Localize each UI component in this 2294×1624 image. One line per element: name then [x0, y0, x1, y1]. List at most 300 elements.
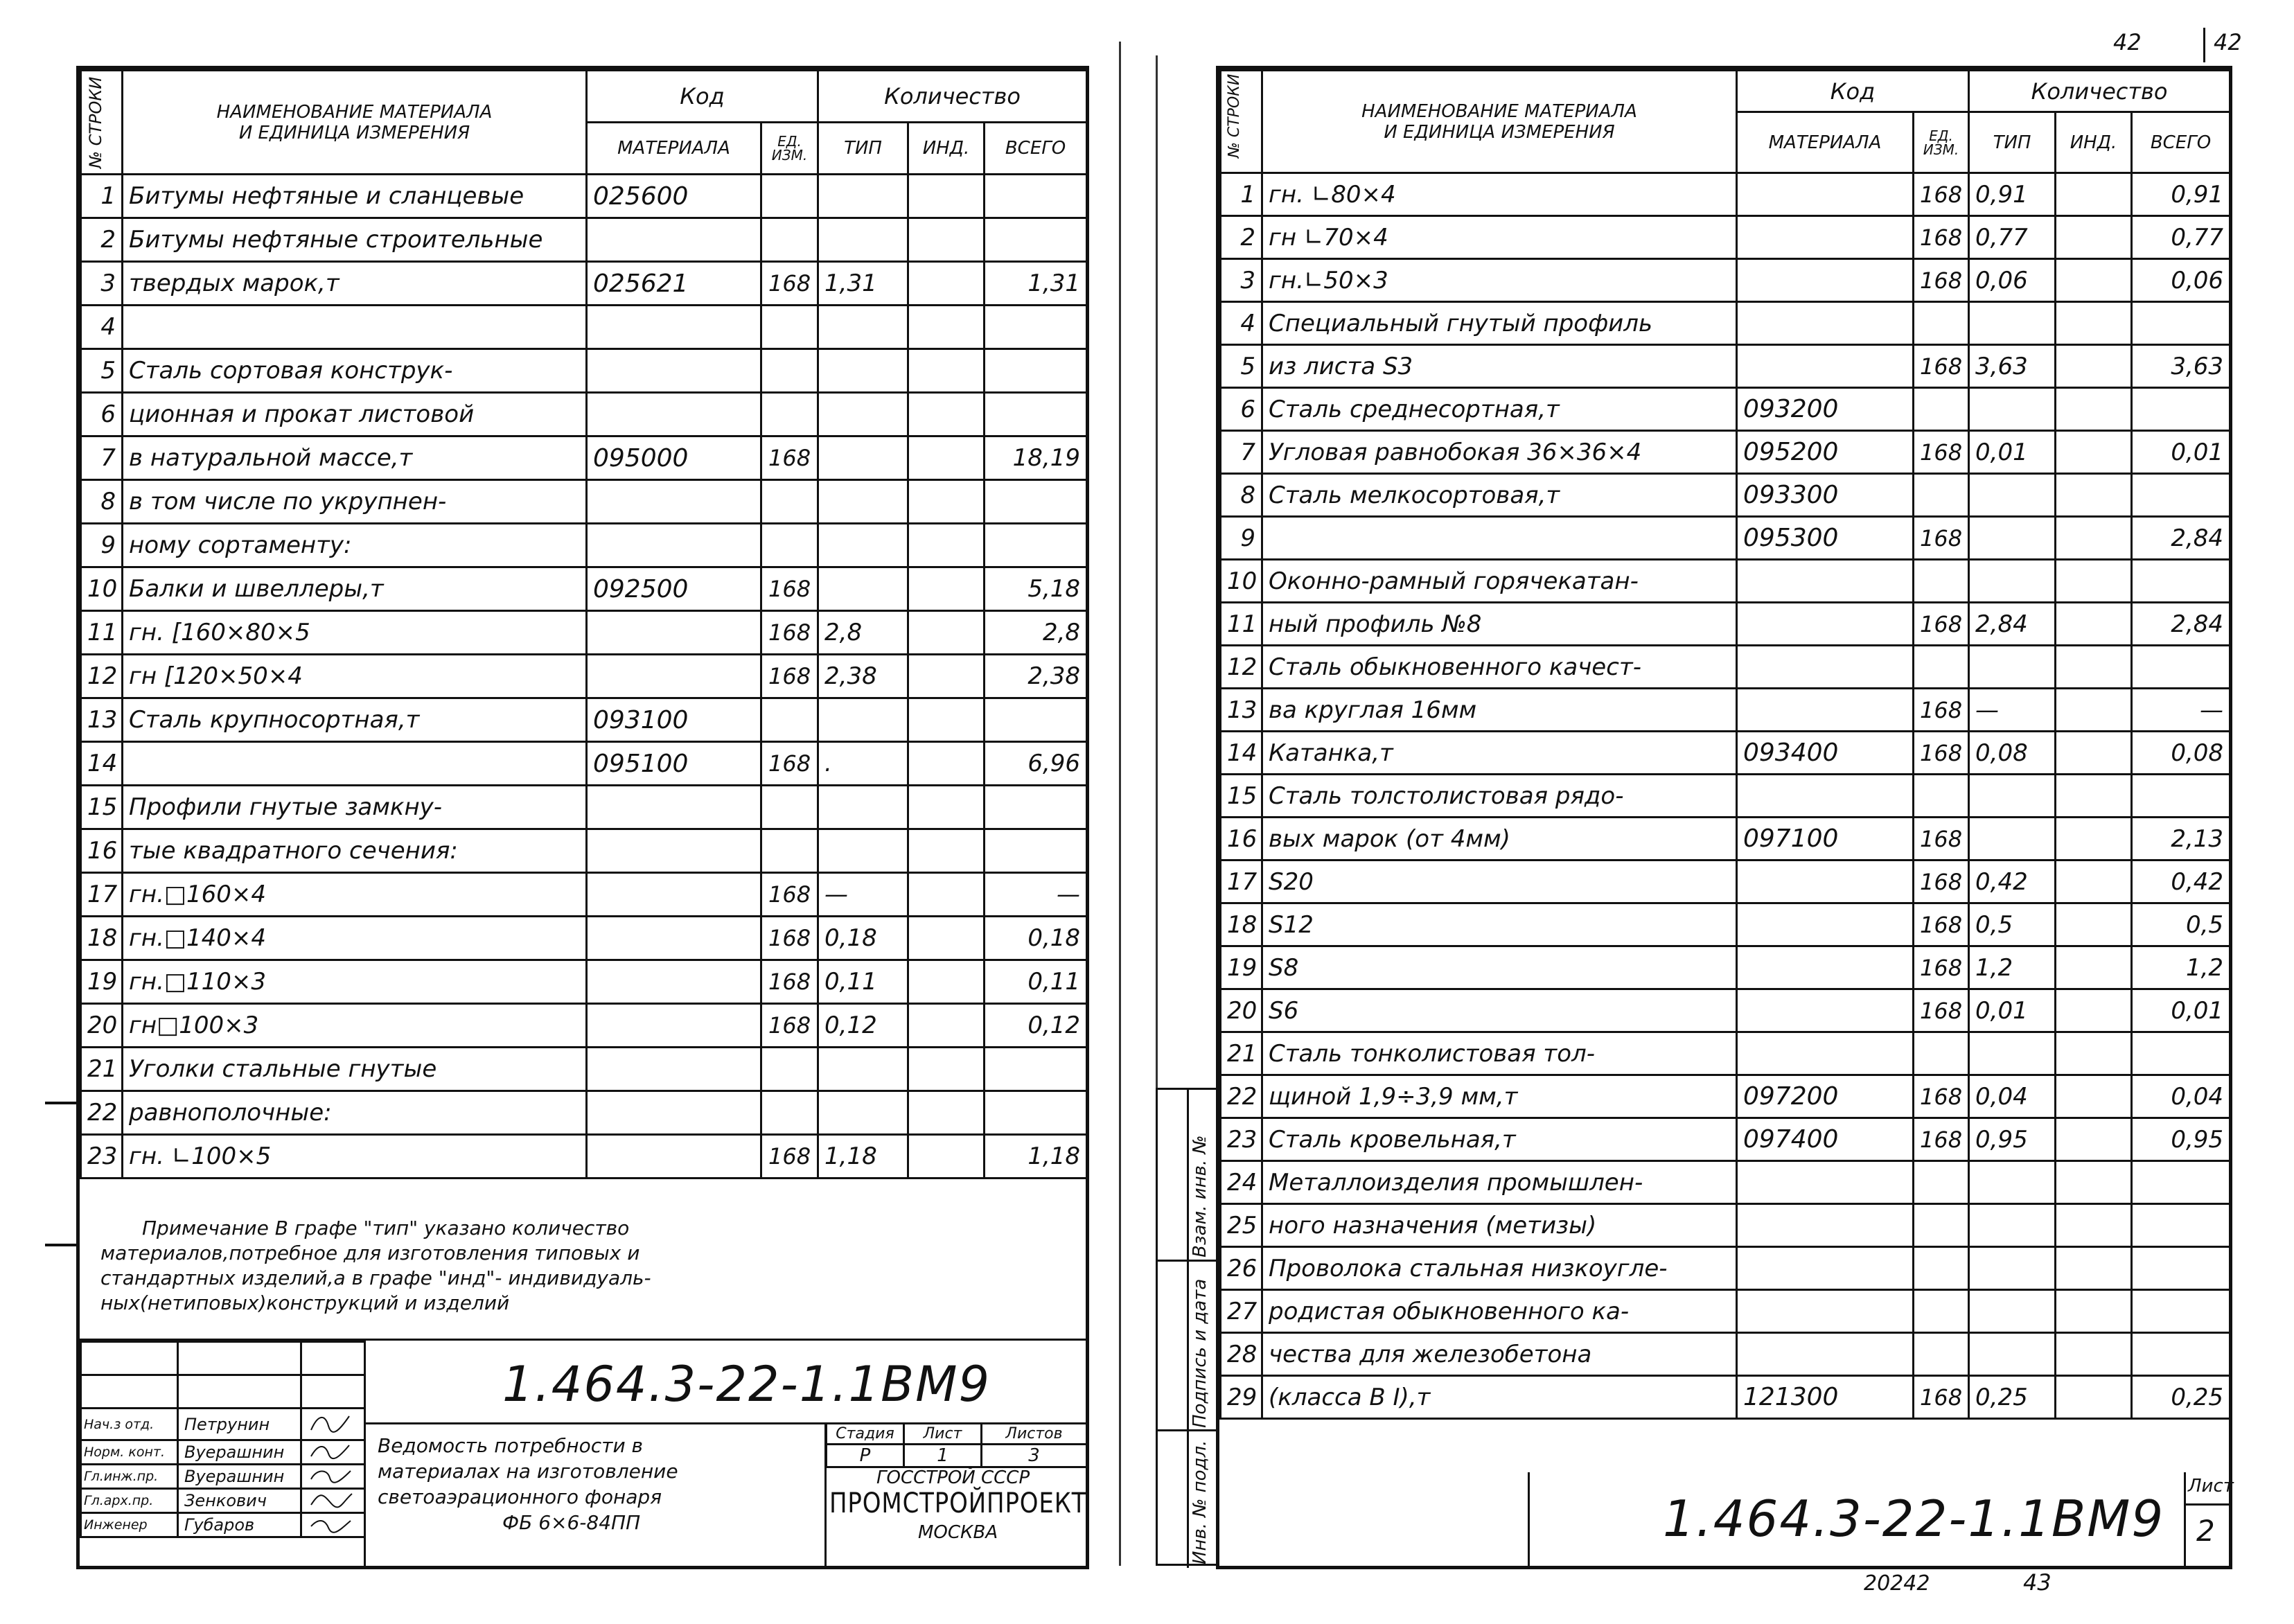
unit-code: 168	[761, 262, 818, 306]
material-code: 092500	[587, 567, 761, 611]
qty-total: 1,2	[2132, 946, 2230, 989]
note-line-3: стандартных изделий,а в графе "инд"- индивидуаль-	[100, 1266, 651, 1289]
qty-type: 0,01	[1969, 989, 2056, 1032]
bottom-mark-2: 43	[2023, 1569, 2052, 1596]
qty-ind-header: ИНД.	[2056, 112, 2132, 173]
note-line-2: материалов,потребное для изготовления типовых и	[100, 1242, 640, 1264]
side-strip	[1156, 1088, 1216, 1566]
doc-title-2: материалах на изготовление	[378, 1460, 678, 1483]
row-number: 2	[1221, 216, 1262, 259]
table-row	[81, 306, 1087, 349]
material-code: 097200	[1737, 1075, 1914, 1118]
table-row	[81, 1004, 1087, 1048]
qty-ind	[2056, 173, 2132, 216]
table-row	[81, 218, 1087, 262]
left-sheet	[76, 66, 1089, 1569]
table-row	[1221, 517, 2230, 560]
table-row	[1221, 1075, 2230, 1118]
row-number: 22	[1221, 1075, 1262, 1118]
qty-ind	[908, 786, 985, 829]
qty-ind	[2056, 431, 2132, 474]
material-name: Сталь сортовая конструк-	[123, 349, 587, 393]
name-header	[123, 71, 587, 175]
qty-total: 0,91	[2132, 173, 2230, 216]
right-designation: 1.464.3-22-1.1ВМ9	[1663, 1490, 2165, 1548]
signature-row: Инженер Губаров	[81, 1513, 365, 1537]
qty-ind	[2056, 1032, 2132, 1075]
qty-total	[2132, 302, 2230, 345]
qty-total-header: ВСЕГО	[985, 123, 1087, 175]
row-number: 1	[81, 175, 123, 218]
qty-total	[985, 786, 1087, 829]
unit-code: 168	[1914, 1118, 1969, 1161]
material-code	[1737, 946, 1914, 989]
podpis-label: Подпись и дата	[1190, 1278, 1210, 1428]
material-name	[1262, 517, 1737, 560]
unit-code	[761, 175, 818, 218]
unit-code: 168	[1914, 1376, 1969, 1419]
qty-total: 0,08	[2132, 732, 2230, 775]
unit-code: 168	[761, 655, 818, 698]
row-number: 21	[1221, 1032, 1262, 1075]
name-header-line2: И ЕДИНИЦА ИЗМЕРЕНИЯ	[238, 122, 470, 143]
material-name: Сталь тонколистовая тол-	[1262, 1032, 1737, 1075]
unit-code	[1914, 775, 1969, 818]
unit-code	[761, 1091, 818, 1135]
material-code	[1737, 1032, 1914, 1075]
unit-code: 168	[1914, 173, 1969, 216]
material-name: ный профиль №8	[1262, 603, 1737, 646]
table-row	[81, 742, 1087, 786]
unit-code: 168	[761, 567, 818, 611]
row-number: 10	[81, 567, 123, 611]
qty-type	[1969, 1204, 2056, 1247]
table-row	[1221, 173, 2230, 216]
unit-code	[1914, 1032, 1969, 1075]
qty-total: 2,84	[2132, 603, 2230, 646]
material-code	[1737, 603, 1914, 646]
qty-type: 0,91	[1969, 173, 2056, 216]
qty-total: 18,19	[985, 436, 1087, 480]
row-number: 25	[1221, 1204, 1262, 1247]
material-code	[1737, 173, 1914, 216]
material-name: Битумы нефтяные и сланцевые	[123, 175, 587, 218]
org-line-3: МОСКВА	[918, 1522, 998, 1543]
table-row	[1221, 388, 2230, 431]
table-row	[1221, 1118, 2230, 1161]
material-name: гн.□140×4	[123, 917, 587, 960]
row-number: 23	[1221, 1118, 1262, 1161]
row-number: 8	[1221, 474, 1262, 517]
stage-table	[825, 1422, 1088, 1468]
table-row	[1221, 431, 2230, 474]
qty-total: 6,96	[985, 742, 1087, 786]
row-number: 26	[1221, 1247, 1262, 1290]
qty-type-header: ТИП	[1969, 112, 2056, 173]
table-row	[81, 1135, 1087, 1179]
qty-ind	[908, 567, 985, 611]
inv-podl-label: Инв. № подл.	[1190, 1440, 1210, 1564]
unit-code: 168	[1914, 818, 1969, 860]
material-code: 093300	[1737, 474, 1914, 517]
qty-ind	[908, 480, 985, 524]
qty-ind	[2056, 860, 2132, 903]
qty-type	[818, 393, 908, 436]
table-row	[81, 873, 1087, 917]
row-number: 1	[1221, 173, 1262, 216]
qty-ind	[908, 611, 985, 655]
designation: 1.464.3-22-1.1ВМ9	[502, 1356, 991, 1413]
material-code: 025621	[587, 262, 761, 306]
qty-ind	[2056, 732, 2132, 775]
qty-total	[2132, 1290, 2230, 1333]
material-code	[1737, 560, 1914, 603]
table-row	[81, 960, 1087, 1004]
material-code: 095300	[1737, 517, 1914, 560]
material-name: равнополочные:	[123, 1091, 587, 1135]
material-code	[1737, 259, 1914, 302]
qty-type	[1969, 474, 2056, 517]
material-name: Сталь крупносортная,т	[123, 698, 587, 742]
material-code: 093200	[1737, 388, 1914, 431]
qty-total: 2,13	[2132, 818, 2230, 860]
material-code	[1737, 775, 1914, 818]
qty-ind	[908, 1004, 985, 1048]
qty-ind	[2056, 302, 2132, 345]
qty-total	[985, 698, 1087, 742]
qty-ind	[908, 393, 985, 436]
row-number: 5	[81, 349, 123, 393]
unit-code	[1914, 1247, 1969, 1290]
material-code	[1737, 903, 1914, 946]
row-number: 20	[1221, 989, 1262, 1032]
note-line-4: ных(нетиповых)конструкций и изделий	[100, 1291, 510, 1314]
unit-code: 168	[1914, 259, 1969, 302]
table-row	[1221, 860, 2230, 903]
unit-code: 168	[1914, 517, 1969, 560]
row-number: 24	[1221, 1161, 1262, 1204]
table-row	[81, 829, 1087, 873]
qty-ind	[2056, 775, 2132, 818]
row-number: 23	[81, 1135, 123, 1179]
unit-code: 168	[761, 960, 818, 1004]
note-line-1: Примечание В графе "тип" указано количество	[142, 1217, 630, 1239]
qty-type	[1969, 1161, 2056, 1204]
unit-code	[1914, 1161, 1969, 1204]
qty-ind	[2056, 903, 2132, 946]
qty-type	[818, 567, 908, 611]
row-number: 18	[1221, 903, 1262, 946]
qty-ind	[908, 698, 985, 742]
right-sheet-value: 2	[2196, 1514, 2215, 1548]
qty-total-header: ВСЕГО	[2132, 112, 2230, 173]
qty-ind	[2056, 216, 2132, 259]
material-code	[587, 1135, 761, 1179]
material-code: 095000	[587, 436, 761, 480]
qty-type	[818, 829, 908, 873]
table-row	[1221, 1204, 2230, 1247]
qty-total	[985, 306, 1087, 349]
unit-code: 168	[761, 611, 818, 655]
material-name: из листа S3	[1262, 345, 1737, 388]
table-row	[81, 611, 1087, 655]
material-code	[587, 829, 761, 873]
table-row	[1221, 603, 2230, 646]
qty-type: 0,12	[818, 1004, 908, 1048]
qty-ind	[2056, 474, 2132, 517]
material-name: ва круглая 16мм	[1262, 689, 1737, 732]
code-header: Код	[587, 71, 818, 123]
qty-ind	[2056, 989, 2132, 1032]
qty-type: 1,31	[818, 262, 908, 306]
qty-ind	[2056, 946, 2132, 989]
table-row	[81, 786, 1087, 829]
qty-total: 2,8	[985, 611, 1087, 655]
table-row	[1221, 775, 2230, 818]
unit-code	[761, 393, 818, 436]
row-number: 15	[81, 786, 123, 829]
unit-code: 168	[1914, 603, 1969, 646]
row-number: 2	[81, 218, 123, 262]
material-name: гн□100×3	[123, 1004, 587, 1048]
qty-type	[818, 1048, 908, 1091]
material-name: твердых марок,т	[123, 262, 587, 306]
qty-ind	[908, 524, 985, 567]
name-header-line2: И ЕДИНИЦА ИЗМЕРЕНИЯ	[1384, 121, 1615, 143]
material-code	[1737, 1333, 1914, 1376]
material-code: 097100	[1737, 818, 1914, 860]
material-name: тые квадратного сечения:	[123, 829, 587, 873]
signature-icon	[301, 1465, 365, 1489]
material-code: 121300	[1737, 1376, 1914, 1419]
unit-code	[761, 786, 818, 829]
qty-type: 1,18	[818, 1135, 908, 1179]
unit-code	[1914, 388, 1969, 431]
row-no-label: № СТРОКИ	[86, 76, 105, 168]
qty-total	[985, 218, 1087, 262]
material-name: родистая обыкновенного ка-	[1262, 1290, 1737, 1333]
qty-total: 1,18	[985, 1135, 1087, 1179]
code-material-header: МАТЕРИАЛА	[1737, 112, 1914, 173]
qty-ind	[2056, 345, 2132, 388]
qty-ind	[2056, 1290, 2132, 1333]
table-row	[81, 175, 1087, 218]
sheet-value: 1	[904, 1445, 982, 1467]
unit-code	[1914, 1204, 1969, 1247]
unit-code	[761, 349, 818, 393]
qty-total: 0,01	[2132, 989, 2230, 1032]
unit-code: 168	[1914, 345, 1969, 388]
material-name: Сталь обыкновенного качест-	[1262, 646, 1737, 689]
qty-total	[2132, 1247, 2230, 1290]
qty-ind-header: ИНД.	[908, 123, 985, 175]
signatures-table	[80, 1341, 366, 1538]
material-name: Сталь толстолистовая рядо-	[1262, 775, 1737, 818]
qty-ind	[908, 218, 985, 262]
material-name: Уголки стальные гнутые	[123, 1048, 587, 1091]
qty-total	[2132, 560, 2230, 603]
unit-code	[1914, 1333, 1969, 1376]
material-code: 095200	[1737, 431, 1914, 474]
qty-ind	[2056, 259, 2132, 302]
table-row	[1221, 732, 2230, 775]
qty-ind	[2056, 517, 2132, 560]
qty-ind	[2056, 646, 2132, 689]
org-line-1: ГОССТРОЙ СССР	[876, 1467, 1030, 1488]
unit-code: 168	[1914, 946, 1969, 989]
table-row	[1221, 989, 2230, 1032]
unit-code	[761, 829, 818, 873]
table-row	[1221, 946, 2230, 989]
left-header-row	[81, 71, 1087, 123]
material-name: S6	[1262, 989, 1737, 1032]
material-name: ционная и прокат листовой	[123, 393, 587, 436]
bottom-mark-1: 20242	[1864, 1571, 1930, 1596]
material-code	[587, 1091, 761, 1135]
signature-row: Норм. конт. Вуерашнин	[81, 1440, 365, 1465]
material-code	[587, 349, 761, 393]
qty-total: 0,01	[2132, 431, 2230, 474]
row-number: 8	[81, 480, 123, 524]
table-row	[1221, 1032, 2230, 1075]
row-number: 21	[81, 1048, 123, 1091]
table-row	[1221, 818, 2230, 860]
unit-code: 168	[761, 1135, 818, 1179]
qty-total	[985, 175, 1087, 218]
row-number: 17	[1221, 860, 1262, 903]
qty-type: 0,18	[818, 917, 908, 960]
unit-code: 168	[1914, 216, 1969, 259]
material-name: гн.□160×4	[123, 873, 587, 917]
qty-type	[818, 175, 908, 218]
right-sheet-label: Лист	[2188, 1476, 2234, 1497]
signature-icon	[301, 1440, 365, 1465]
material-name: в том числе по укрупнен-	[123, 480, 587, 524]
material-code	[587, 960, 761, 1004]
unit-code	[1914, 474, 1969, 517]
table-row	[81, 1048, 1087, 1091]
qty-total	[985, 829, 1087, 873]
row-number: 19	[81, 960, 123, 1004]
material-name: гн. [160×80×5	[123, 611, 587, 655]
row-no-header	[1221, 71, 1262, 173]
table-row	[1221, 646, 2230, 689]
qty-ind	[2056, 1333, 2132, 1376]
unit-code: 168	[1914, 689, 1969, 732]
qty-type: 2,84	[1969, 603, 2056, 646]
row-number: 3	[1221, 259, 1262, 302]
qty-type	[1969, 302, 2056, 345]
qty-total	[985, 480, 1087, 524]
qty-type	[1969, 818, 2056, 860]
table-row	[1221, 216, 2230, 259]
qty-type	[818, 306, 908, 349]
qty-type: 0,04	[1969, 1075, 2056, 1118]
table-row	[1221, 560, 2230, 603]
row-number: 27	[1221, 1290, 1262, 1333]
qty-type: .	[818, 742, 908, 786]
sheets-label: Листов	[982, 1424, 1087, 1445]
row-number: 17	[81, 873, 123, 917]
qty-type: 0,42	[1969, 860, 2056, 903]
name-header-line1: НАИМЕНОВАНИЕ МАТЕРИАЛА	[216, 101, 493, 123]
qty-type	[818, 698, 908, 742]
signature-icon	[301, 1409, 365, 1440]
material-code: 097400	[1737, 1118, 1914, 1161]
material-code	[587, 873, 761, 917]
material-name: Оконно-рамный горячекатан-	[1262, 560, 1737, 603]
row-number: 14	[81, 742, 123, 786]
qty-ind	[908, 960, 985, 1004]
material-code	[1737, 1290, 1914, 1333]
sheet-label: Лист	[904, 1424, 982, 1445]
qty-type: 0,77	[1969, 216, 2056, 259]
material-code: 093100	[587, 698, 761, 742]
qty-total: —	[985, 873, 1087, 917]
unit-code: 168	[761, 917, 818, 960]
qty-ind	[2056, 1247, 2132, 1290]
material-name: гн ∟70×4	[1262, 216, 1737, 259]
material-name: Балки и швеллеры,т	[123, 567, 587, 611]
material-name	[123, 742, 587, 786]
material-name: Металлоизделия промышлен-	[1262, 1161, 1737, 1204]
qty-total: 0,77	[2132, 216, 2230, 259]
qty-total: 5,18	[985, 567, 1087, 611]
row-number: 13	[1221, 689, 1262, 732]
qty-type: —	[1969, 689, 2056, 732]
qty-ind	[2056, 1161, 2132, 1204]
row-number: 12	[1221, 646, 1262, 689]
material-code	[1737, 1161, 1914, 1204]
material-name: Катанка,т	[1262, 732, 1737, 775]
row-no-header	[81, 71, 123, 175]
row-number: 15	[1221, 775, 1262, 818]
row-number: 22	[81, 1091, 123, 1135]
doc-title-3: светоаэрационного фонаря	[378, 1485, 662, 1508]
qty-type: 2,8	[818, 611, 908, 655]
qty-type	[1969, 1247, 2056, 1290]
table-row	[1221, 1376, 2230, 1419]
unit-code	[1914, 560, 1969, 603]
row-number: 14	[1221, 732, 1262, 775]
qty-total: 0,18	[985, 917, 1087, 960]
right-sheet	[1216, 66, 2232, 1569]
qty-ind	[2056, 1376, 2132, 1419]
name-header	[1262, 71, 1737, 173]
unit-code: 168	[761, 873, 818, 917]
qty-type	[1969, 388, 2056, 431]
row-number: 13	[81, 698, 123, 742]
table-row	[1221, 259, 2230, 302]
row-number: 20	[81, 1004, 123, 1048]
signature-row: Гл.инж.пр. Вуерашнин	[81, 1465, 365, 1489]
row-number: 28	[1221, 1333, 1262, 1376]
row-number: 7	[81, 436, 123, 480]
qty-total: —	[2132, 689, 2230, 732]
material-code	[1737, 1204, 1914, 1247]
qty-type: —	[818, 873, 908, 917]
material-name: гн [120×50×4	[123, 655, 587, 698]
material-code	[587, 611, 761, 655]
material-code: 095100	[587, 742, 761, 786]
qty-ind	[908, 1048, 985, 1091]
material-name: (класса В I),т	[1262, 1376, 1737, 1419]
qty-total	[985, 524, 1087, 567]
row-number: 7	[1221, 431, 1262, 474]
qty-type: 0,06	[1969, 259, 2056, 302]
material-name	[123, 306, 587, 349]
material-name: ного назначения (метизы)	[1262, 1204, 1737, 1247]
